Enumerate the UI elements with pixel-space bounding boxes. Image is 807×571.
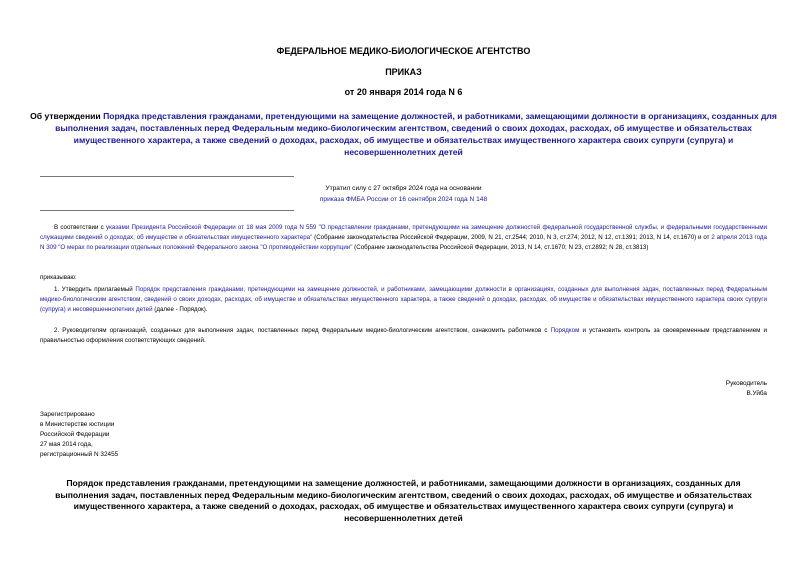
- registration-line-1: Зарегистрировано: [40, 411, 95, 418]
- appendix-title: Порядок представления гражданами, претендующими на замещение должностей, и работниками, замещающими должности в организациях, созданных для выполнения задач, поставленных перед Федеральным медико-биологическим агентством, сведений о своих доходах, расходах, об имуществе и обязательствах имущественного характера, а также сведений о доходах, расходах, об имуществе и обязательствах имущественного характера своих супруги (супруга) и несовершеннолетних детей: [55, 478, 752, 523]
- preamble-text-3: (Собрание законодательства Российской Федерации, 2013, N 14, ст.1670; N 23, ст.2892; N 28, ст.3813): [352, 244, 649, 251]
- doc-title-link[interactable]: Порядка представления гражданами, претендующими на замещение должностей, и работниками, замещающими должности в организациях, созданных для выполнения задач, поставленных перед Федеральным медико-биологическим агентством, сведений о своих доходах, расходах, об имуществе и обязательствах имущественного характера, а также сведений о доходах, расходах, об имуществе и обязательствах имущественного характера своих супруги (супруга) и несовершеннолетних детей: [55, 111, 777, 157]
- registration-line-5: регистрационный N 32455: [40, 451, 119, 458]
- agency-name: ФЕДЕРАЛЬНОЕ МЕДИКО-БИОЛОГИЧЕСКОЕ АГЕНТСТВО: [276, 46, 531, 56]
- registration-line-4: 27 мая 2014 года,: [40, 441, 93, 448]
- preamble-text-1: В соответствии с: [54, 224, 106, 231]
- registration-line-3: Российской Федерации: [40, 431, 110, 438]
- signature-role: Руководитель: [725, 380, 767, 387]
- lost-force-line1: Утратил силу с 27 октября 2024 года на основании: [325, 185, 482, 192]
- lost-force-link[interactable]: приказа ФМБА России от 16 сентября 2024 года N 148: [319, 195, 488, 203]
- item-2-text-1: 2. Руководителям организаций, созданных для выполнения задач, поставленных перед Федеральным медико-биологическим агентством, ознакомить работников с: [54, 327, 551, 334]
- registration-line-2: в Министерстве юстиции: [40, 421, 115, 428]
- item-1-paragraph: [40, 285, 767, 315]
- doc-title: [30, 110, 777, 158]
- item-2-link[interactable]: Порядком: [550, 327, 580, 334]
- doc-title-prefix: Об утверждении: [30, 111, 104, 121]
- doc-date-number: от 20 января 2014 года N 6: [344, 87, 463, 97]
- item-2-text-2: и установить контроль за своевременным представлением и правильностью оформления соответствующих сведений.: [40, 327, 768, 344]
- registration-block: [40, 410, 118, 460]
- preamble-link-2[interactable]: 2 апреля 2013 года N 309 "О мерах по реализации отдельных положений Федерального закона "О противодействии коррупции": [40, 234, 767, 251]
- preamble-paragraph: [40, 223, 767, 253]
- item-1-link[interactable]: Порядок представления гражданами, претендующими на замещение должностей, и работниками, замещающими должности в организациях, созданных для выполнения задач, поставленных перед Федеральным медико-биологическим агентством, сведений о своих доходах, расходах, об имуществе и обязательствах имущественного характера, а также сведений о доходах, расходах, об имуществе и обязательствах имущественного характера своих супруги (супруга) и несовершеннолетних детей: [40, 286, 768, 313]
- signature-name: В.Уйба: [746, 390, 767, 397]
- signature-block: [726, 379, 767, 399]
- preamble-link-1[interactable]: указами Президента Российской Федерации от 18 мая 2009 года N 559 "О представлении гражданами, претендующими на замещение должностей федеральной государственной службы, и федеральными государственными служащими сведений о доходах, об имуществе и обязательствах имущественного характера": [40, 224, 767, 241]
- lost-force-note: [0, 184, 807, 205]
- item-1-text-2: (далее - Порядок).: [152, 306, 208, 313]
- item-1-text-1: 1. Утвердить прилагаемый: [54, 286, 136, 293]
- order-word: приказываю:: [40, 274, 77, 281]
- item-2-paragraph: [40, 326, 767, 346]
- preamble-text-2: (Собрание законодательства Российской Федерации, 2009, N 21, ст.2544; 2010, N 3, ст.274; 2012, N 12, ст.1391; 2013, N 14, ст.1670) и от: [312, 234, 712, 241]
- divider-top: [40, 176, 294, 177]
- divider-bottom: [40, 210, 294, 211]
- doc-type: ПРИКАЗ: [385, 67, 422, 77]
